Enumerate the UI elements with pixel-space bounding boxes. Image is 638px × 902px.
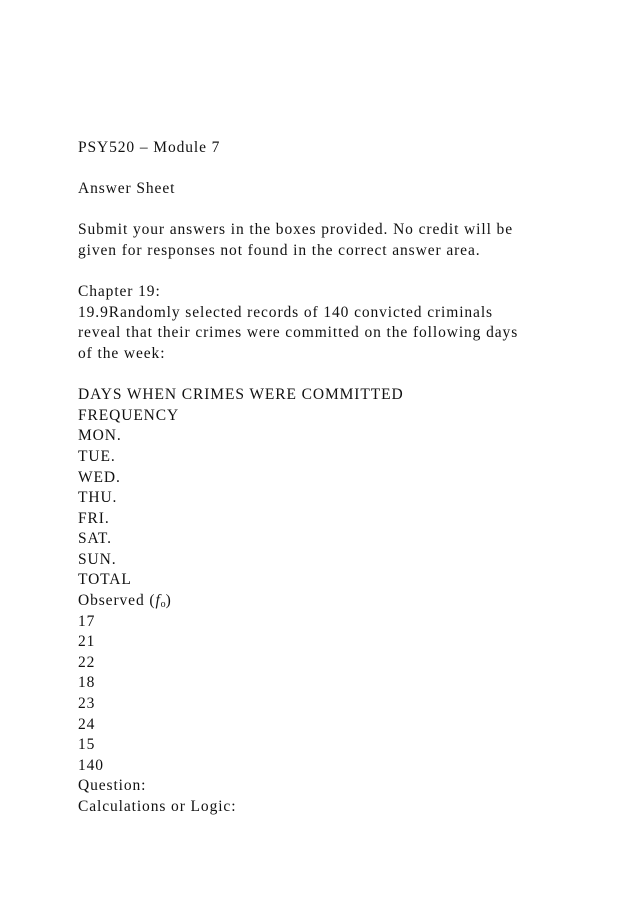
- day-tue: TUE.: [78, 447, 116, 465]
- observed-value-sun: 15: [78, 736, 96, 754]
- day-thu: THU.: [78, 489, 118, 507]
- problem-line-2: reveal that their crimes were committed on the following days: [78, 324, 519, 342]
- problem-line-3: of the week:: [78, 344, 166, 362]
- observed-value-mon: 17: [78, 612, 96, 630]
- instructions-line-1: Submit your answers in the boxes provided. No credit will be: [78, 221, 513, 239]
- observed-value-fri: 23: [78, 695, 96, 713]
- observed-total: 140: [78, 756, 104, 774]
- day-sat: SAT.: [78, 530, 112, 548]
- frequency-label: FREQUENCY: [78, 406, 180, 424]
- chapter-heading: Chapter 19:: [78, 283, 161, 301]
- observed-label-text: Observed (: [78, 592, 156, 610]
- calculations-label: Calculations or Logic:: [78, 798, 237, 815]
- day-mon: MON.: [78, 427, 122, 445]
- day-sun: SUN.: [78, 550, 117, 568]
- observed-value-sat: 24: [78, 715, 96, 733]
- observed-value-tue: 21: [78, 633, 96, 651]
- day-wed: WED.: [78, 468, 121, 486]
- instructions-line-2: given for responses not found in the correct answer area.: [78, 241, 481, 259]
- problem-line-1: 19.9Randomly selected records of 140 convicted criminals: [78, 303, 493, 321]
- observed-subscript: o: [160, 599, 166, 611]
- day-fri: FRI.: [78, 509, 110, 527]
- observed-value-thu: 18: [78, 674, 96, 692]
- question-label: Question:: [78, 777, 147, 795]
- table-header: DAYS WHEN CRIMES WERE COMMITTED: [78, 386, 404, 404]
- total-label: TOTAL: [78, 571, 132, 589]
- observed-label-close: ): [165, 592, 172, 610]
- observed-value-wed: 22: [78, 653, 96, 671]
- answer-sheet-heading: Answer Sheet: [78, 180, 176, 198]
- module-title: PSY520 – Module 7: [78, 139, 221, 156]
- observed-symbol: f: [155, 592, 161, 610]
- document-body: [78, 138, 578, 818]
- observed-label: [78, 591, 578, 612]
